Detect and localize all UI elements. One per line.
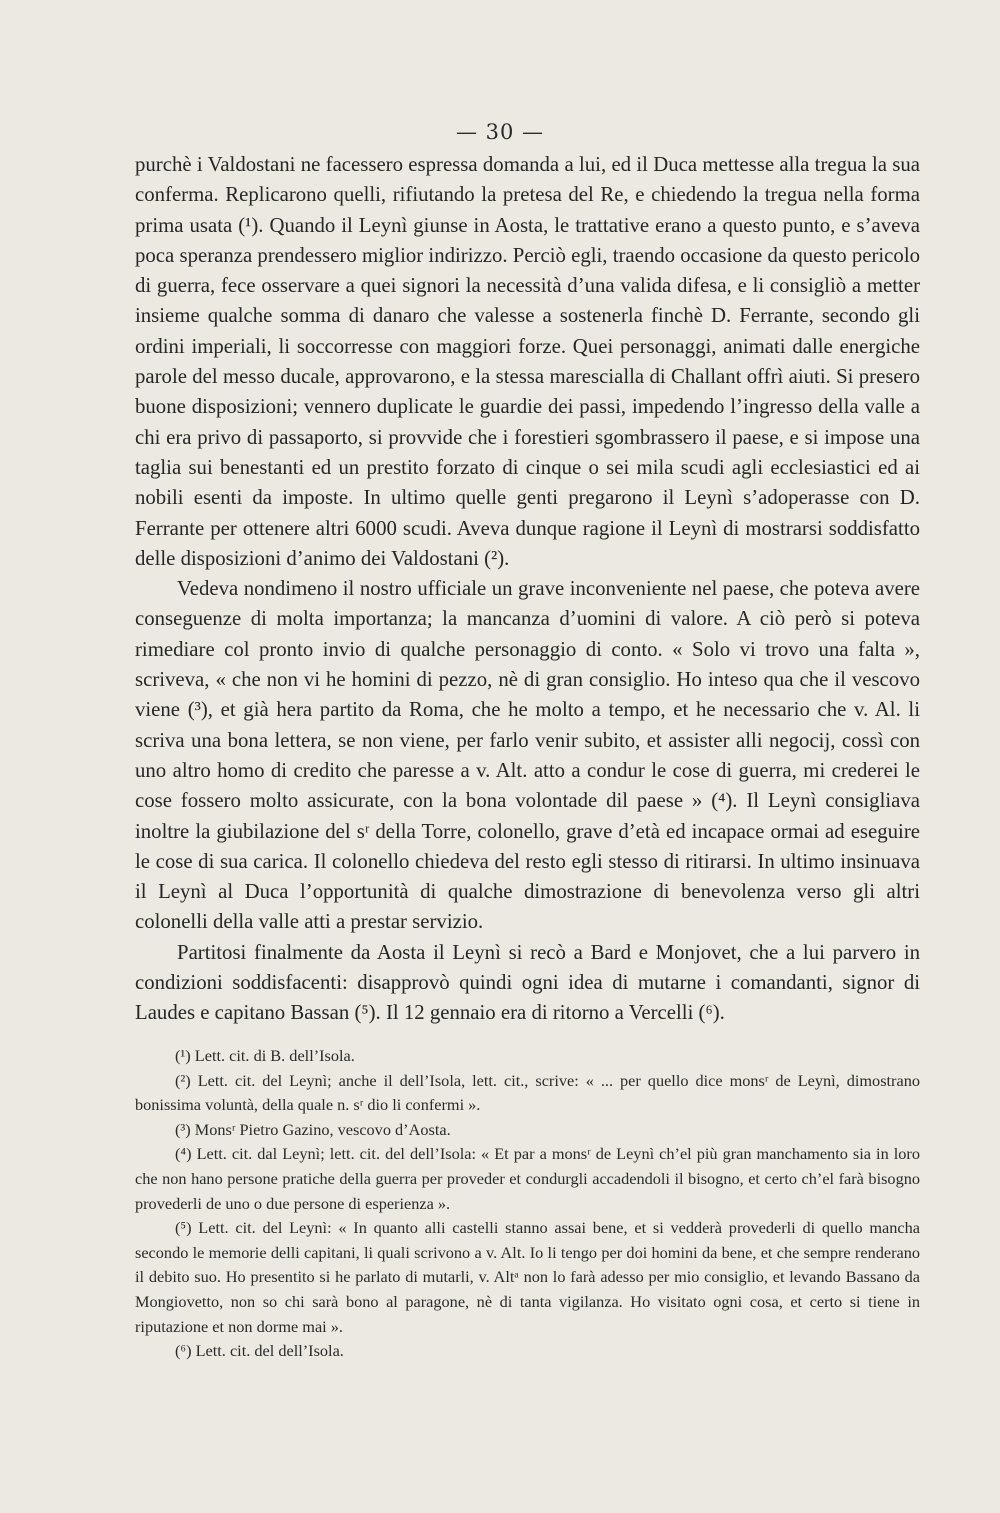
- footnote: (⁶) Lett. cit. del dell’Isola.: [175, 1341, 344, 1361]
- footnote: (⁵) Lett. cit. del Leynì: « In quanto alli castelli stanno assai bene, et si vedderà provederli di quello mancha secondo le memorie delli capitani, li quali scrivono a v. Alt. Io li tengo per doi homini da bene, et che sempre renderano il debito suo. Ho presentito si he parlato di mutarli, v. Altᵃ non lo farà adesso per mio consiglio, et levando Bassano da Mongiovetto, non so chi sarà bono al paragone, nè di tanta vigilanza. Ho visitato ogni cosa, et certo si tiene in riputazione et non dorme mai ».: [135, 1218, 920, 1336]
- footnote: (²) Lett. cit. del Leynì; anche il dell’Isola, lett. cit., scrive: « ... per quello dice monsʳ de Leynì, dimostrano bonissima voluntà, della quale n. sʳ dio li confermi ».: [135, 1070, 920, 1115]
- paragraph: purchè i Valdostani ne facessero espressa domanda a lui, ed il Duca mettesse alla tregua la sua conferma. Replicarono quelli, rifiutando la pretesa del Re, e chiedendo la tregua nella forma prima usata (¹). Quando il Leynì giunse in Aosta, le trattative erano a questo punto, e s’aveva poca speranza prendessero miglior indirizzo. Perciò egli, traendo occasione da questo pericolo di guerra, fece osservare a quei signori la necessità d’una valida difesa, e li consigliò a metter insieme qualche somma di danaro che valesse a sostenerla finchè D. Ferrante, secondo gli ordini imperiali, li soccorresse con maggiori forze. Quei personaggi, animati dalle energiche parole del messo ducale, approvarono, e la stessa marescialla di Challant offrì aiuti. Si presero buone disposizioni; vennero duplicate le guardie dei passi, impedendo l’ingresso della valle a chi era privo di passaporto, si provvide che i forestieri sgombrassero il paese, e si impose una taglia sui benestanti ed un prestito forzato di cinque o sei mila scudi agli ecclesiastici ed ai nobili esenti da imposte. In ultimo quelle genti pregarono il Leynì s’adoperasse con D. Ferrante per ottenere altri 6000 scudi. Aveva dunque ragione il Leynì di mostrarsi soddisfatto delle disposizioni d’animo dei Valdostani (²).: [135, 153, 920, 570]
- body-text: [135, 150, 920, 1029]
- footnote: (³) Monsʳ Pietro Gazino, vescovo d’Aosta.: [175, 1119, 451, 1139]
- page-number: — 30 —: [455, 120, 545, 144]
- footnotes: [135, 1044, 920, 1364]
- paragraph: Partitosi finalmente da Aosta il Leynì si recò a Bard e Monjovet, che a lui parvero in condizioni soddisfacenti: disapprovò quindi ogni idea di mutarne i comandanti, signor di Laudes e capitano Bassan (⁵). Il 12 gennaio era di ritorno a Vercelli (⁶).: [135, 940, 920, 1025]
- paragraph: Vedeva nondimeno il nostro ufficiale un grave inconveniente nel paese, che poteva avere conseguenze di molta importanza; la mancanza d’uomini di valore. A ciò però si poteva rimediare col pronto invio di qualche personaggio di conto. « Solo vi trovo una falta », scriveva, « che non vi he homini di pezzo, nè di gran consiglio. Ho inteso qua che il vescovo viene (³), et già hera partito da Roma, che he molto a tempo, et he necessario che v. Al. li scriva una bona lettera, se non viene, per farlo venir subito, et assister alli negocij, cossì con uno altro homo di credito che paresse a v. Alt. atto a condur le cose di guerra, mi crederei le cose fossero molto assicurate, con la bona volontade dil paese » (⁴). Il Leynì consigliava inoltre la giubilazione del sʳ della Torre, colonello, grave d’età ed incapace ormai ad eseguire le cose di sua carica. Il colonello chiedeva del resto egli stesso di ritirarsi. In ultimo insinuava il Leynì al Duca l’opportunità di qualche dimostrazione di benevolenza verso gli altri colonelli della valle atti a prestar servizio.: [135, 577, 920, 934]
- footnote: (⁴) Lett. cit. dal Leynì; lett. cit. del dell’Isola: « Et par a monsʳ de Leynì ch’el più gran manchamento sia in loro che non hano persone pratiche della guerra per proveder et condurgli accadendoli il bisogno, et certo ch’el farà bisogno provederli de uno o due persone di esperienza ».: [135, 1144, 920, 1213]
- footnote: (¹) Lett. cit. di B. dell’Isola.: [175, 1046, 355, 1065]
